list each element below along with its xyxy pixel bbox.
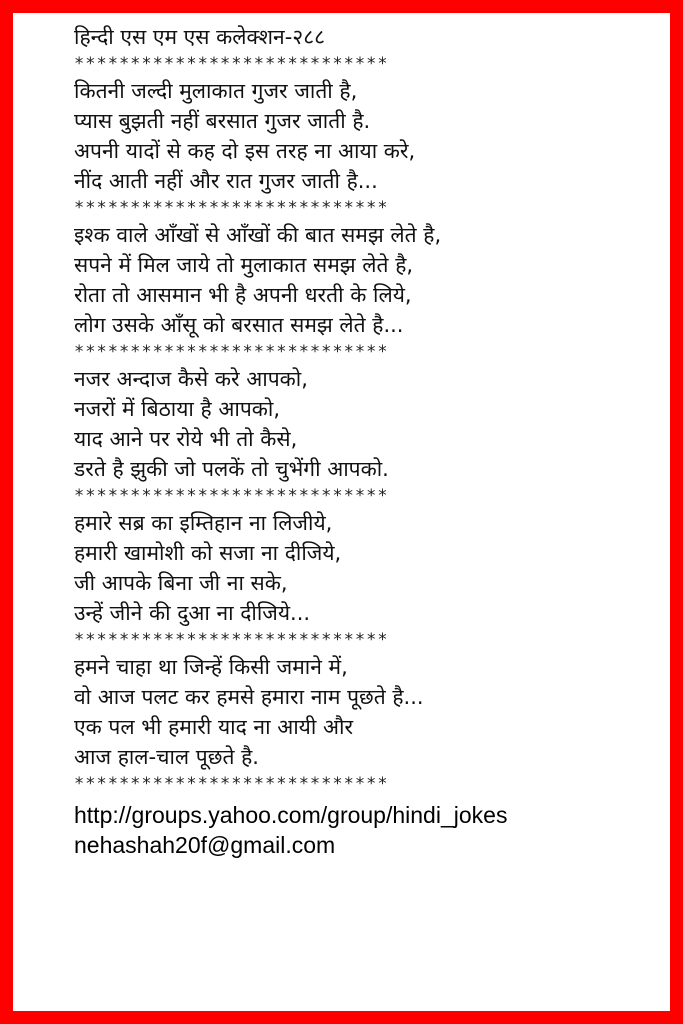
group-url-link[interactable]: http://groups.yahoo.com/group/hindi_jokes — [74, 802, 508, 828]
page-title: हिन्दी एस एम एस कलेक्शन-२८८ — [74, 25, 326, 49]
stanza-line: रोता तो आसमान भी है अपनी धरती के लिये, — [74, 283, 412, 307]
stanza-3 — [74, 364, 674, 484]
stanza-line: जी आपके बिना जी ना सके, — [74, 571, 288, 595]
separator: **************************** — [74, 342, 389, 362]
stanza-line: हमने चाहा था जिन्हें किसी जमाने में, — [74, 655, 348, 679]
stanza-line: नींद आती नहीं और रात गुजर जाती है... — [74, 169, 378, 193]
stanza-line: कितनी जल्दी मुलाकात गुजर जाती है, — [74, 79, 358, 103]
stanza-line: डरते है झुकी जो पलकें तो चुभेंगी आपको. — [74, 457, 389, 481]
stanza-5 — [74, 652, 674, 772]
stanza-line: आज हाल-चाल पूछते है. — [74, 745, 259, 769]
stanza-1 — [74, 76, 674, 196]
stanza-2 — [74, 220, 674, 340]
stanza-line: प्यास बुझती नहीं बरसात गुजर जाती है. — [74, 109, 371, 133]
contact-email-link[interactable]: nehashah20f@gmail.com — [74, 832, 336, 858]
stanza-line: लोग उसके आँसू को बरसात समझ लेते है... — [74, 313, 404, 337]
separator: **************************** — [74, 774, 389, 794]
stanza-line: सपने में मिल जाये तो मुलाकात समझ लेते है, — [74, 253, 414, 277]
stanza-4 — [74, 508, 674, 628]
document-body — [74, 23, 674, 860]
stanza-line: हमारे सब्र का इम्तिहान ना लिजीये, — [74, 511, 333, 535]
stanza-line: हमारी खामोशी को सजा ना दीजिये, — [74, 541, 342, 565]
stanza-line: एक पल भी हमारी याद ना आयी और — [74, 715, 354, 739]
separator: **************************** — [74, 54, 389, 74]
separator: **************************** — [74, 198, 389, 218]
footer — [74, 800, 674, 860]
separator: **************************** — [74, 486, 389, 506]
stanza-line: नजर अन्दाज कैसे करे आपको, — [74, 367, 308, 391]
stanza-line: वो आज पलट कर हमसे हमारा नाम पूछते है... — [74, 685, 424, 709]
stanza-line: उन्हें जीने की दुआ ना दीजिये... — [74, 601, 311, 625]
stanza-line: अपनी यादों से कह दो इस तरह ना आया करे, — [74, 139, 416, 163]
stanza-line: याद आने पर रोये भी तो कैसे, — [74, 427, 298, 451]
separator: **************************** — [74, 630, 389, 650]
stanza-line: इश्क वाले आँखों से आँखों की बात समझ लेते है, — [74, 223, 442, 247]
stanza-line: नजरों में बिठाया है आपको, — [74, 397, 280, 421]
